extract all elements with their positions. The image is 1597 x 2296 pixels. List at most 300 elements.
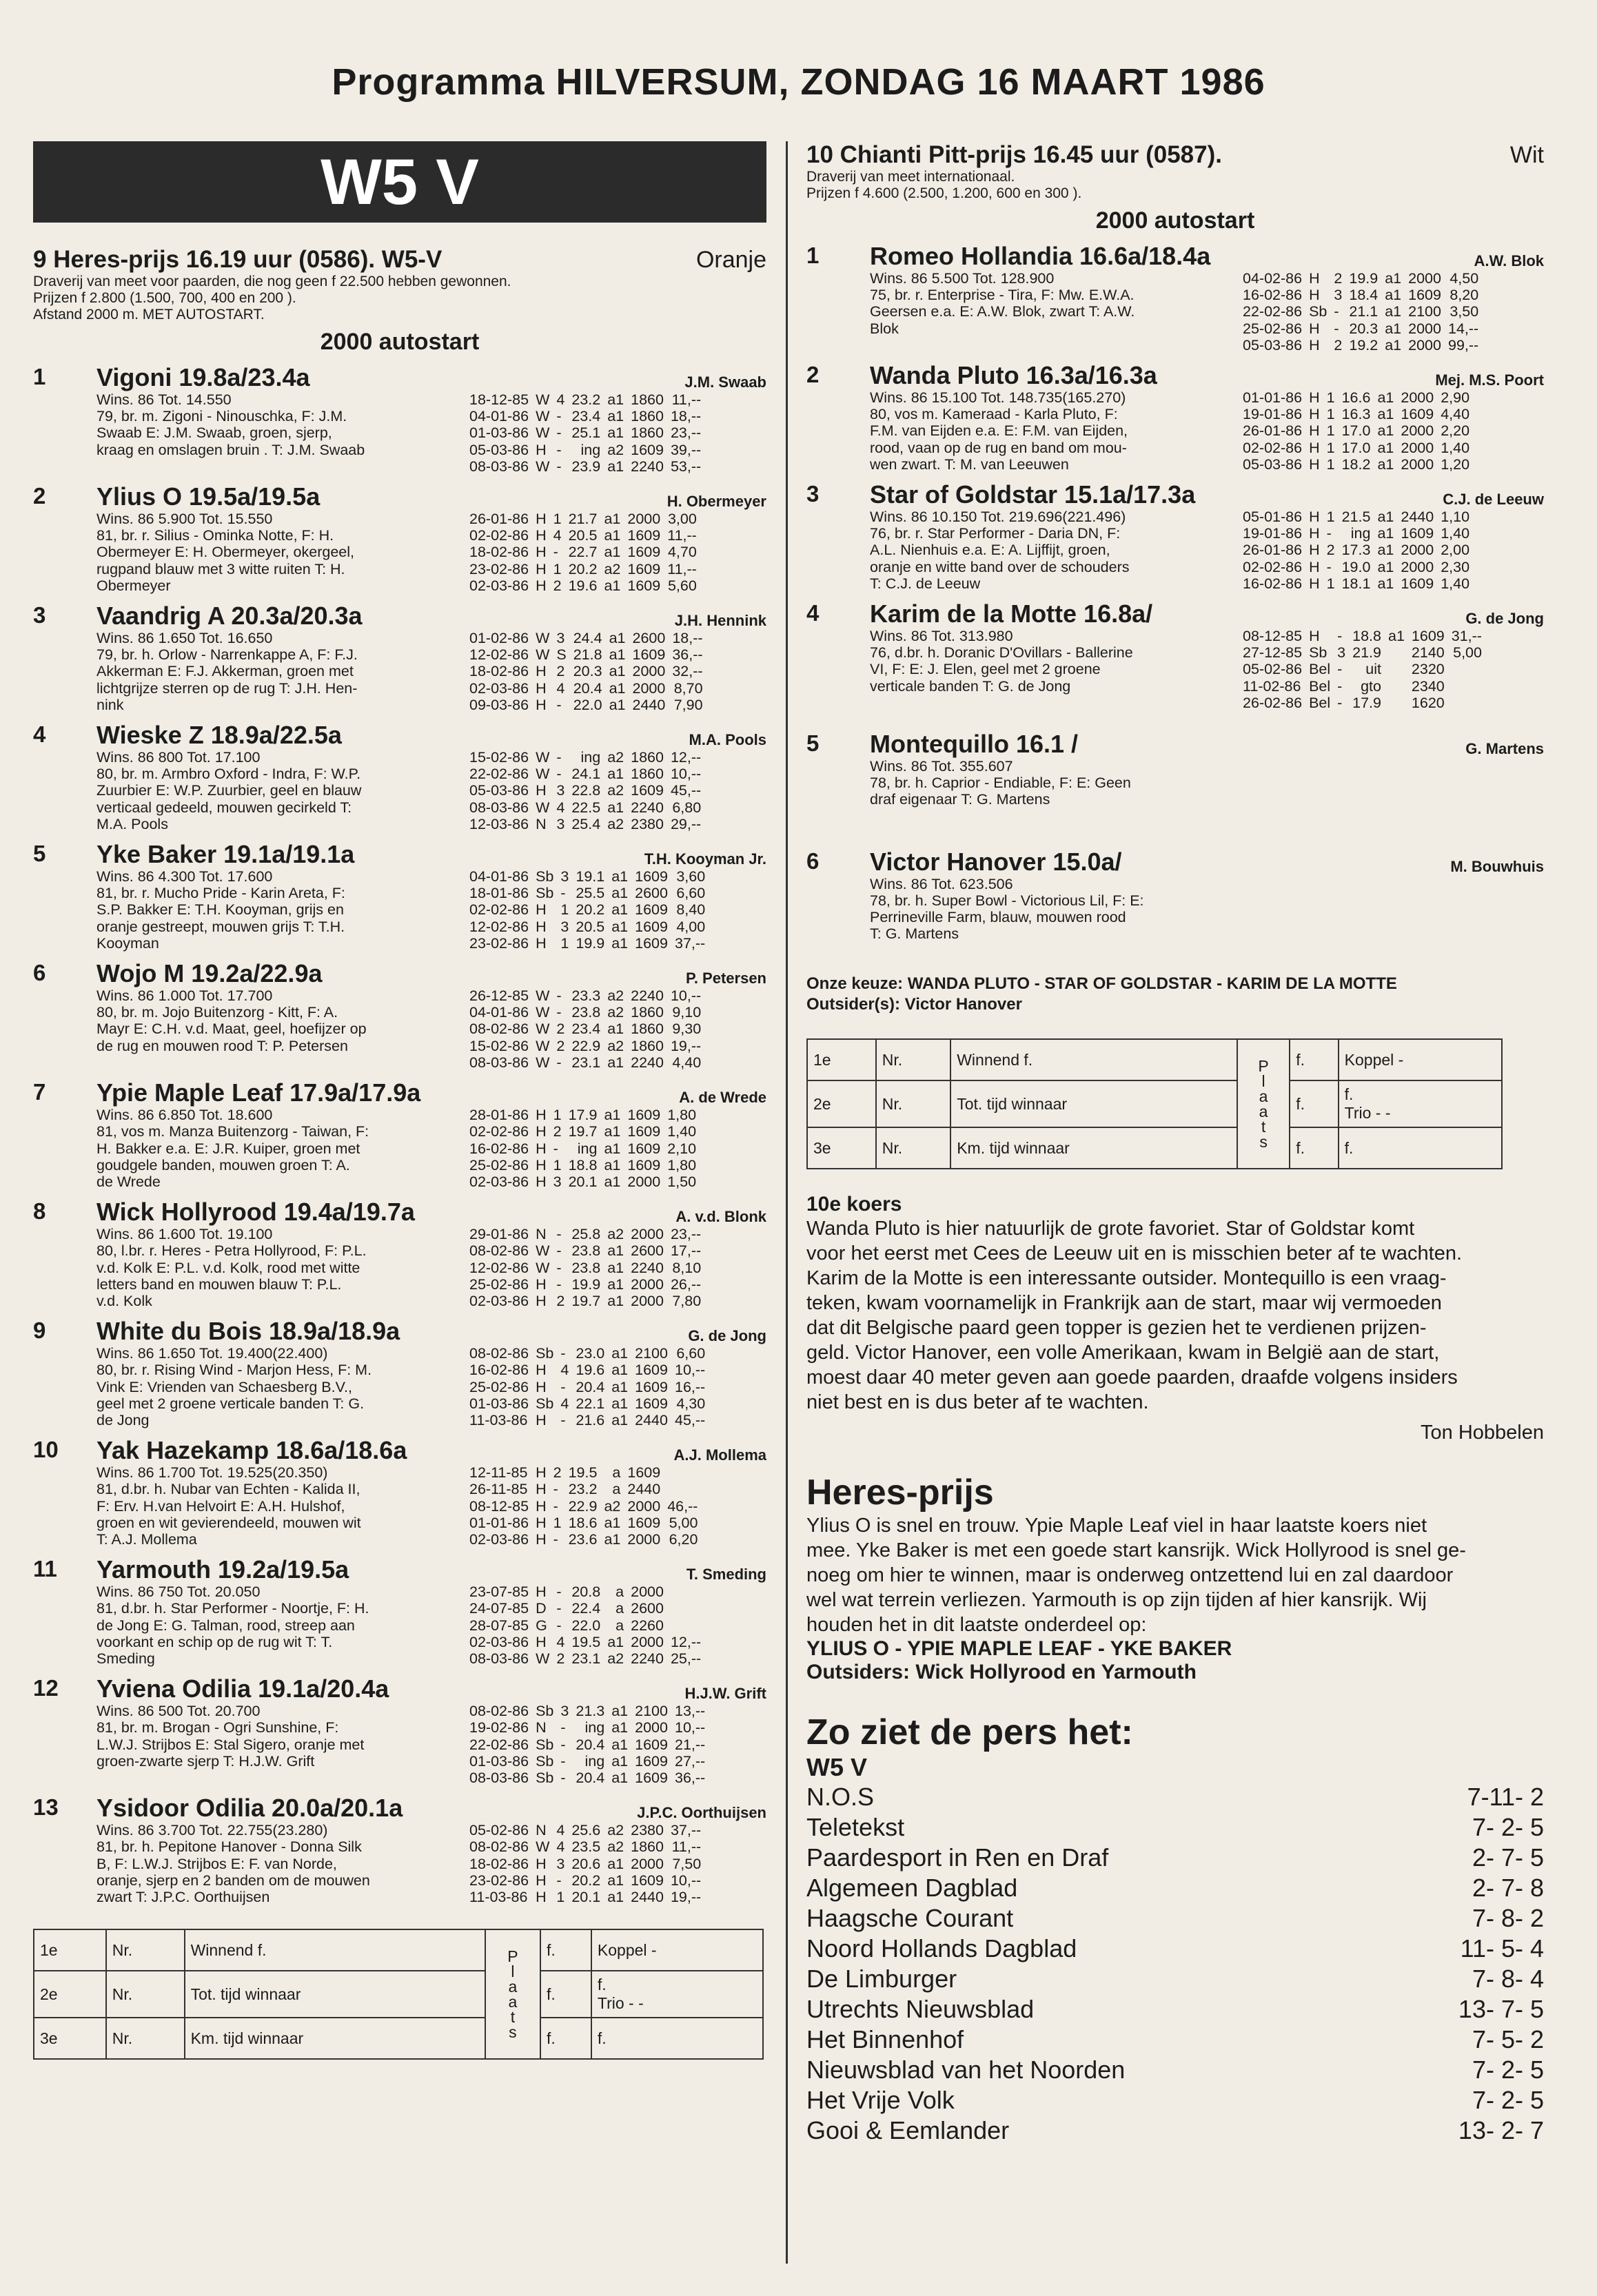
- pers-name: Utrechts Nieuwsblad: [806, 1995, 1035, 2024]
- form-cell: ing: [580, 441, 601, 458]
- form-row: [1239, 389, 1473, 406]
- form-cell: 20.4: [573, 679, 602, 697]
- form-row: [466, 1260, 704, 1276]
- form-cell: -: [556, 987, 562, 1005]
- form-cell: 1: [553, 560, 562, 577]
- form-cell: 7,80: [672, 1292, 702, 1309]
- form-cell: 29,--: [670, 815, 702, 832]
- form-cell: -: [560, 1769, 566, 1786]
- pers-pick: 7- 8- 4: [1472, 1965, 1544, 1993]
- form-cell: a1: [611, 934, 629, 952]
- form-row: [466, 1650, 704, 1667]
- form-cell: H: [536, 1411, 547, 1428]
- form-cell: -: [556, 1259, 562, 1276]
- form-cell: a1: [1385, 336, 1402, 353]
- trio-cell: [591, 1971, 763, 2018]
- form-cell: 4: [553, 527, 562, 544]
- form-cell: a1: [607, 799, 624, 816]
- form-cell: 2000: [631, 1292, 664, 1309]
- horse-info-line: rugpand blauw met 3 witte ruiten T: H.: [96, 560, 345, 577]
- form-cell: 23.4: [571, 1021, 601, 1038]
- form-cell: 1,20: [1441, 455, 1470, 473]
- form-cell: 2000: [627, 1530, 661, 1548]
- form-cell: a1: [1385, 303, 1402, 320]
- horse-info-line: Wins. 86 1.650 Tot. 19.400(22.400): [96, 1345, 328, 1362]
- horse-details: [96, 630, 766, 713]
- race-10-title: 10 Chianti Pitt-prijs 16.45 uur (0587).: [806, 141, 1222, 168]
- horse-info-line: S.P. Bakker E: T.H. Kooyman, grijs en: [96, 901, 344, 919]
- form-cell: 1: [553, 1107, 562, 1124]
- form-cell: 21.1: [1349, 303, 1379, 320]
- form-cell: W: [536, 1054, 550, 1071]
- form-cell: 2380: [631, 1822, 664, 1839]
- horse-trainer: H.J.W. Grift: [684, 1685, 766, 1703]
- form-row: [466, 1822, 704, 1838]
- form-cell: 17.0: [1341, 422, 1371, 440]
- form-cell: 2340: [1411, 677, 1445, 695]
- form-cell: -: [1334, 320, 1339, 337]
- form-cell: a1: [611, 1736, 629, 1753]
- form-row: [466, 442, 704, 458]
- form-cell: 3,50: [1449, 303, 1479, 320]
- form-cell: a2: [604, 1497, 621, 1515]
- form-cell: 08-02-86: [469, 1021, 529, 1038]
- form-cell: W: [536, 766, 550, 783]
- form-cell: a1: [1377, 406, 1394, 423]
- form-cell: a2: [607, 1004, 624, 1021]
- pers-pick: 11- 5- 4: [1460, 1934, 1544, 1963]
- result-field-label: Tot. tijd winnaar: [950, 1080, 1237, 1127]
- form-cell: 2000: [1401, 389, 1434, 407]
- horse-name: Montequillo 16.1 /: [870, 730, 1079, 759]
- form-cell: 3: [1337, 644, 1346, 662]
- form-cell: 2000: [627, 511, 661, 528]
- form-cell: 22-02-86: [469, 766, 529, 783]
- form-row: [466, 1583, 704, 1600]
- plaats-letter: s: [509, 2023, 517, 2042]
- form-cell: 1: [553, 511, 562, 528]
- form-cell: 17.9: [1352, 694, 1381, 711]
- form-cell: a1: [604, 1123, 621, 1140]
- form-cell: [1385, 661, 1408, 677]
- form-cell: W: [536, 458, 550, 475]
- form-cell: 18-02-86: [469, 544, 529, 561]
- form-row: [466, 561, 700, 577]
- pers-section: [806, 1712, 1544, 2146]
- form-cell: 3: [556, 1855, 565, 1872]
- text-line: Karim de la Motte is een interessante outsider. Montequillo is een vraag-: [806, 1267, 1447, 1290]
- plaats-letter: l: [511, 1962, 515, 1981]
- form-row: [466, 1498, 701, 1515]
- form-cell: 18.8: [1352, 628, 1381, 645]
- horse-trainer: A.J. Mollema: [673, 1446, 766, 1464]
- form-cell: H: [1309, 270, 1320, 287]
- form-cell: 20.2: [568, 560, 598, 577]
- result-grid: [806, 1038, 1503, 1169]
- nr-label: Nr.: [876, 1080, 950, 1127]
- horse-info-line: Wins. 86 800 Tot. 17.100: [96, 749, 261, 766]
- plaats-letter: a: [508, 1978, 518, 1996]
- horse-entry: [33, 721, 766, 832]
- form-row: [466, 1021, 704, 1037]
- heres-pick: YLIUS O - YPIE MAPLE LEAF - YKE BAKER: [806, 1637, 1232, 1661]
- form-cell: -: [560, 1719, 566, 1736]
- form-row: [466, 458, 704, 475]
- form-cell: -: [556, 1242, 562, 1260]
- horse-info-line: de Wrede: [96, 1173, 161, 1190]
- form-cell: 4: [560, 1362, 569, 1379]
- form-cell: 19.9: [571, 1275, 601, 1293]
- form-cell: H: [536, 663, 547, 680]
- form-cell: H: [536, 918, 547, 935]
- plaats-letter: a: [1259, 1103, 1268, 1121]
- form-cell: -: [1337, 628, 1343, 645]
- result-row: [34, 1929, 763, 1971]
- form-cell: 4,30: [676, 1395, 706, 1412]
- form-cell: 3: [556, 782, 565, 799]
- form-cell: 2: [1334, 270, 1343, 287]
- text-line: Wanda Pluto is hier natuurlijk de grote favoriet. Star of Goldstar komt: [806, 1218, 1415, 1240]
- pers-pick: 2- 7- 8: [1472, 1874, 1544, 1903]
- form-row: [466, 577, 700, 594]
- form-cell: 04-01-86: [469, 868, 529, 885]
- form-cell: 31,--: [1451, 628, 1482, 645]
- horse-info-line: Wins. 86 500 Tot. 20.700: [96, 1703, 261, 1720]
- horse-number: 4: [33, 721, 46, 748]
- plaats-letter: P: [507, 1947, 518, 1966]
- form-cell: 16.6: [1341, 389, 1371, 407]
- horse-number: 11: [33, 1556, 57, 1582]
- form-cell: 1609: [635, 1736, 668, 1753]
- form-cell: H: [536, 1140, 547, 1157]
- form-row: [466, 1736, 709, 1753]
- form-row: [466, 1004, 704, 1021]
- form-cell: 2,10: [667, 1140, 697, 1157]
- form-cell: 7,90: [673, 696, 703, 713]
- pers-name: Teletekst: [806, 1813, 905, 1842]
- text-line: voor het eerst met Cees de Leeuw uit en is misschien beter af te wachten.: [806, 1242, 1463, 1265]
- form-cell: a1: [607, 766, 624, 783]
- form-cell: -: [556, 1583, 562, 1601]
- form-cell: 18.2: [1341, 455, 1371, 473]
- horse-entry: [33, 364, 766, 475]
- form-cell: 3: [553, 1173, 562, 1190]
- form-cell: a2: [607, 1037, 624, 1054]
- horse-info: [870, 628, 1235, 711]
- result-row: [807, 1039, 1502, 1080]
- form-row: [466, 1753, 709, 1770]
- form-row: [1239, 559, 1473, 575]
- form-cell: a1: [1377, 525, 1394, 542]
- form-cell: 18-02-86: [469, 663, 529, 680]
- plaats-letter: P: [1258, 1057, 1269, 1076]
- form-cell: a2: [607, 749, 624, 766]
- horse-form-table: [466, 511, 700, 594]
- horse-info: [96, 1822, 462, 1905]
- form-row: [466, 816, 704, 832]
- form-cell: 1609: [1401, 525, 1434, 542]
- form-cell: 01-01-86: [1243, 389, 1303, 407]
- form-cell: W: [536, 1838, 550, 1856]
- horse-info-line: M.A. Pools: [96, 815, 168, 832]
- form-cell: 2000: [631, 1275, 664, 1293]
- form-cell: 1: [1326, 575, 1335, 592]
- horse-form-table: [466, 1703, 709, 1786]
- horse-number: 2: [33, 483, 46, 509]
- pers-name: Noord Hollands Dagblad: [806, 1934, 1077, 1963]
- form-cell: 4: [556, 1838, 565, 1856]
- horse-entry: [33, 1675, 766, 1786]
- onze-keuze-line: Onze keuze: WANDA PLUTO - STAR OF GOLDSTAR - KARIM DE LA MOTTE: [806, 974, 1397, 994]
- form-row: [466, 885, 709, 901]
- form-cell: 10,--: [674, 1362, 706, 1379]
- horse-form-table: [466, 630, 706, 713]
- form-cell: 2: [556, 1021, 565, 1038]
- place-label: 1e: [34, 1929, 106, 1971]
- koers-10-text: [806, 1216, 1544, 1415]
- nr-label: Nr.: [876, 1127, 950, 1169]
- form-cell: ing: [580, 749, 601, 766]
- trio-cell: [1339, 1080, 1502, 1127]
- form-cell: 19-02-86: [469, 1719, 529, 1736]
- form-cell: 1609: [1408, 287, 1441, 304]
- result-row: [807, 1080, 1502, 1127]
- horse-trainer: J.M. Swaab: [684, 373, 766, 391]
- pers-row: [806, 1782, 1544, 1812]
- horse-form-table: [466, 1226, 704, 1309]
- pers-name: De Limburger: [806, 1965, 957, 1993]
- pers-name: Het Vrije Volk: [806, 2086, 955, 2115]
- trio-dash: - -: [1371, 1104, 1391, 1123]
- form-cell: 1,40: [667, 1123, 697, 1140]
- horse-info-line: Wins. 86 1.650 Tot. 16.650: [96, 630, 273, 647]
- horse-entry: [33, 1318, 766, 1428]
- form-row: [466, 1345, 709, 1362]
- form-cell: 2000: [632, 679, 666, 697]
- form-cell: 20.5: [568, 527, 598, 544]
- pers-pick: 2- 7- 5: [1472, 1843, 1544, 1872]
- race-banner: W5 V: [33, 141, 766, 223]
- text-line: teken, kwam voornamelijk in Frankrijk aan de start, maar wij vermoeden: [806, 1292, 1442, 1315]
- form-cell: 2240: [631, 987, 664, 1005]
- form-row: [466, 646, 706, 663]
- form-cell: 26-01-86: [469, 511, 529, 528]
- horse-form-table: [466, 987, 704, 1071]
- form-cell: 3: [1334, 287, 1343, 304]
- form-cell: gto: [1361, 677, 1381, 695]
- horse-info-line: T: C.J. de Leeuw: [870, 575, 981, 592]
- race-10-description: [806, 169, 1544, 202]
- form-cell: H: [1309, 336, 1320, 353]
- form-cell: 2000: [1408, 270, 1441, 287]
- horse-name: Vaandrig A 20.3a/20.3a: [96, 602, 363, 631]
- form-cell: H: [536, 1514, 547, 1531]
- horse-info-line: Wins. 86 5.500 Tot. 128.900: [870, 270, 1055, 287]
- form-cell: -: [1334, 303, 1339, 320]
- horse-info-line: H. Bakker e.a. E: J.R. Kuiper, groen met: [96, 1140, 360, 1157]
- horse-info-line: Smeding: [96, 1650, 155, 1667]
- race-10-result-table: [806, 1038, 1544, 1169]
- horse-info-line: de Jong: [96, 1411, 150, 1428]
- form-row: [466, 527, 700, 544]
- form-cell: 19.9: [1349, 270, 1379, 287]
- horse-details: [96, 511, 766, 594]
- form-cell: 02-03-86: [469, 577, 529, 594]
- form-cell: 4: [556, 1633, 565, 1650]
- form-cell: W: [536, 799, 550, 816]
- form-cell: a2: [607, 1226, 624, 1243]
- form-cell: a1: [604, 1107, 621, 1124]
- plaats-letter: a: [1259, 1087, 1268, 1106]
- form-cell: -: [556, 696, 562, 713]
- form-cell: 11-03-86: [469, 1411, 528, 1428]
- text-line: geld. Victor Hanover, een volle Amerikaan, kwam in België aan de start,: [806, 1342, 1440, 1364]
- race-9-description: [33, 274, 766, 323]
- form-cell: 19-01-86: [1243, 525, 1303, 542]
- horse-info-line: goudgele banden, mouwen groen T: A.: [96, 1156, 350, 1173]
- form-cell: -: [560, 1736, 566, 1753]
- form-cell: 13,--: [674, 1703, 706, 1720]
- form-cell: H: [1309, 389, 1320, 407]
- form-row: [466, 868, 709, 885]
- form-cell: H: [536, 1481, 547, 1498]
- form-cell: H: [1309, 525, 1320, 542]
- horse-info-line: Obermeyer: [96, 577, 171, 594]
- form-cell: H: [536, 1123, 547, 1140]
- horse-form-table: [466, 868, 709, 952]
- form-cell: a: [616, 1600, 624, 1617]
- horse-info: [96, 511, 462, 594]
- form-row: [1239, 337, 1482, 353]
- form-cell: a: [616, 1617, 624, 1634]
- form-cell: 05-03-86: [469, 441, 529, 458]
- form-cell: 19.7: [568, 1123, 598, 1140]
- horse-info-line: Wins. 86 1.600 Tot. 19.100: [96, 1226, 273, 1243]
- form-cell: 01-03-86: [469, 1752, 529, 1770]
- form-cell: 18-01-86: [469, 885, 529, 902]
- form-cell: 2000: [631, 1633, 664, 1650]
- form-cell: 25.1: [571, 424, 601, 442]
- horse-details: [96, 1345, 766, 1428]
- plaats-letter: l: [1261, 1072, 1265, 1091]
- form-cell: 2000: [1408, 336, 1441, 353]
- form-cell: a1: [611, 1719, 629, 1736]
- form-cell: 25.5: [576, 885, 605, 902]
- form-cell: 2100: [635, 1345, 668, 1362]
- form-row: [466, 1412, 709, 1428]
- race-9-start: 2000 autostart: [320, 329, 480, 355]
- form-cell: 18-12-85: [469, 391, 529, 408]
- form-cell: 19.6: [576, 1362, 605, 1379]
- column-divider: [786, 141, 788, 2264]
- form-row: [466, 1107, 700, 1123]
- form-cell: 1609: [627, 1123, 661, 1140]
- text-line: mee. Yke Baker is met een goede start kansrijk. Wick Hollyrood is snel ge-: [806, 1539, 1466, 1562]
- form-cell: 24.1: [571, 766, 601, 783]
- horse-info-line: draf eigenaar T: G. Martens: [870, 791, 1050, 808]
- text-line: Draverij van meet internationaal.: [806, 169, 1015, 185]
- horse-form-table: [466, 1583, 704, 1667]
- form-cell: 23.3: [571, 987, 601, 1005]
- horse-info-line: v.d. Kolk E: P.L. v.d. Kolk, rood met witte: [96, 1259, 360, 1276]
- horse-name: Yviena Odilia 19.1a/20.4a: [96, 1674, 389, 1703]
- form-cell: -: [553, 1140, 558, 1157]
- horse-info-line: geel met 2 groene verticale banden T: G.: [96, 1395, 365, 1412]
- horse-info-line: F: Erv. H.van Helvoirt E: A.H. Hulshof,: [96, 1497, 345, 1515]
- horse-info-line: 81, vos m. Manza Buitenzorg - Taiwan, F:: [96, 1123, 369, 1140]
- form-cell: a1: [1377, 558, 1394, 575]
- horse-entry: [33, 1794, 766, 1905]
- form-cell: 23.6: [568, 1530, 598, 1548]
- trio-line: [1345, 1104, 1496, 1123]
- trio-dash: - -: [624, 1994, 644, 2013]
- form-cell: 2440: [632, 696, 666, 713]
- form-cell: 2240: [631, 1259, 664, 1276]
- form-cell: 1: [1326, 422, 1335, 440]
- horse-info-line: verticale banden T: G. de Jong: [870, 677, 1071, 695]
- form-cell: a1: [604, 577, 621, 594]
- form-cell: 1609: [635, 1395, 668, 1412]
- form-cell: -: [556, 749, 562, 766]
- form-cell: 2: [556, 1292, 565, 1309]
- form-cell: 05-03-86: [469, 782, 529, 799]
- form-cell: -: [560, 1411, 566, 1428]
- form-cell: 21.6: [576, 1411, 605, 1428]
- pers-name: N.O.S: [806, 1783, 875, 1812]
- form-cell: 1609: [627, 1464, 661, 1482]
- form-row: [466, 1872, 704, 1889]
- form-cell: W: [536, 1242, 550, 1260]
- horse-info-line: 81, br. m. Brogan - Ogri Sunshine, F:: [96, 1719, 339, 1736]
- horse-info-line: oranje en witte band over de schouders: [870, 558, 1130, 575]
- form-row: [1239, 661, 1485, 677]
- form-cell: H: [1309, 455, 1320, 473]
- horse-info: [96, 1583, 462, 1667]
- form-cell: 26,--: [670, 1275, 702, 1293]
- form-cell: 05-02-86: [469, 1822, 529, 1839]
- form-row: [466, 919, 709, 935]
- form-cell: 20.3: [1349, 320, 1379, 337]
- form-cell: 2,90: [1441, 389, 1470, 407]
- text-line: wel wat terrein verliezen. Yarmouth is op zijn tijden af hier kansrijk. Wij: [806, 1589, 1427, 1612]
- horse-trainer: T. Smeding: [686, 1566, 766, 1583]
- horse-entry: [806, 848, 1544, 943]
- horse-info-line: voorkant en schip op de rug wit T: T.: [96, 1633, 333, 1650]
- form-cell: 2: [556, 1650, 565, 1667]
- form-cell: 02-03-86: [469, 1530, 529, 1548]
- form-cell: N: [536, 1226, 547, 1243]
- form-row: [466, 766, 704, 782]
- horse-info-line: 81, d.br. h. Nubar van Echten - Kalida II,: [96, 1481, 360, 1498]
- form-cell: 23.1: [571, 1650, 601, 1667]
- form-cell: 46,--: [667, 1497, 698, 1515]
- form-row: [466, 1856, 704, 1872]
- form-cell: 4: [556, 679, 565, 697]
- form-cell: 16-02-86: [1243, 575, 1303, 592]
- horse-info-line: 81, d.br. h. Star Performer - Noortje, F: H.: [96, 1600, 369, 1617]
- form-cell: a1: [611, 868, 629, 885]
- form-cell: 10,--: [670, 766, 702, 783]
- form-cell: 22.1: [576, 1395, 605, 1412]
- koppel-dash: -: [647, 1940, 657, 1959]
- form-row: [1239, 440, 1473, 456]
- form-cell: -: [1337, 677, 1343, 695]
- form-row: [466, 1038, 704, 1054]
- horse-info-line: A.L. Nienhuis e.a. E: A. Lijffijt, groen,: [870, 542, 1110, 559]
- form-cell: a1: [607, 1633, 624, 1650]
- koppel-label: Koppel: [1344, 1050, 1394, 1069]
- horse-info-line: T: A.J. Mollema: [96, 1530, 197, 1548]
